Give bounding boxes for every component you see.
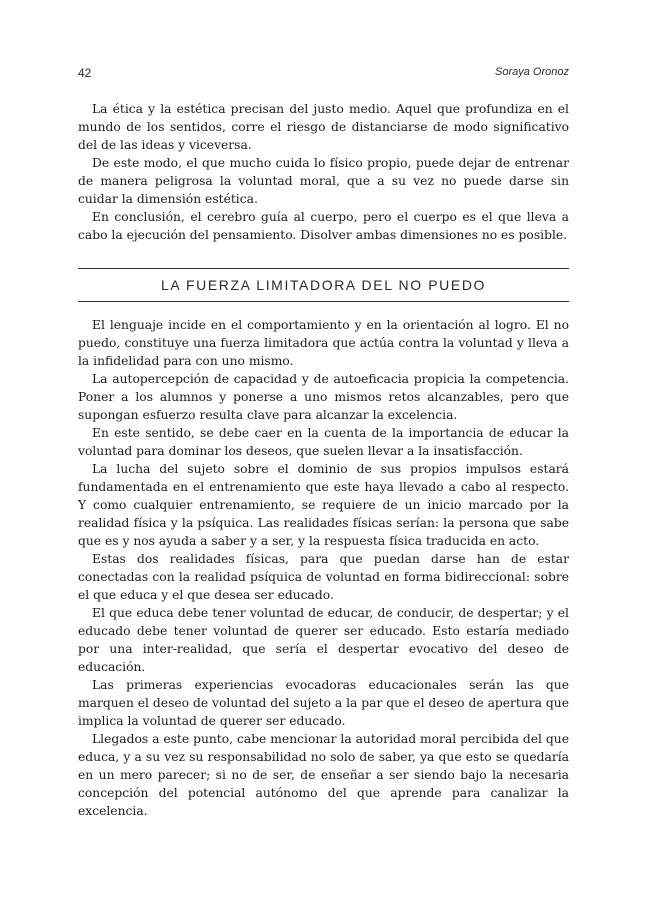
section-body (78, 316, 569, 820)
paragraph: De este modo, el que mucho cuida lo físico propio, puede dejar de entrenar de manera peligrosa la voluntad moral, que a su vez no puede darse sin cuidar la dimensión estética. (78, 156, 569, 206)
section-title: LA FUERZA LIMITADORA DEL NO PUEDO (160, 277, 487, 293)
page-number: 42 (78, 66, 92, 80)
running-header (78, 66, 569, 84)
section-heading-rule (78, 268, 569, 302)
intro-text (78, 100, 569, 244)
running-head-author: Soraya Oronoz (495, 66, 569, 78)
paragraph: En este sentido, se debe caer en la cuenta de la importancia de educar la voluntad para dominar los deseos, que suelen llevar a la insatisfacción. (78, 426, 569, 458)
paragraph: Llegados a este punto, cabe mencionar la autoridad moral percibida del que educa, y a su vez su responsabilidad no solo de saber, ya que esto se quedaría en un mero parecer; si no de ser, de enseñar a ser siendo bajo la necesaria concepción del potencial autónomo del que aprende para canalizar la excelencia. (78, 732, 569, 818)
paragraph: La lucha del sujeto sobre el dominio de sus propios impulsos estará fundamentada en el entrenamiento que este haya llevado a cabo al respecto. Y como cualquier entrenamiento, se requiere de un inicio marcado por la realidad física y la psíquica. Las realidades físicas serían: la persona que sabe que es y nos ayuda a saber y a ser, y la respuesta física traducida en acto. (78, 462, 569, 548)
paragraph: La autopercepción de capacidad y de autoeficacia propicia la competencia. Poner a los alumnos y ponerse a uno mismos retos alcanzables, pero que supongan esfuerzo resulta clave para alcanzar la excelencia. (78, 372, 569, 422)
paragraph: Las primeras experiencias evocadoras educacionales serán las que marquen el deseo de voluntad del sujeto a la par que el deseo de apertura que implica la voluntad de querer ser educado. (78, 678, 569, 728)
paragraph: La ética y la estética precisan del justo medio. Aquel que profundiza en el mundo de los sentidos, corre el riesgo de distanciarse de modo significativo del de las ideas y viceversa. (78, 102, 569, 152)
paragraph: En conclusión, el cerebro guía al cuerpo, pero el cuerpo es el que lleva a cabo la ejecución del pensamiento. Disolver ambas dimensiones no es posible. (78, 210, 569, 242)
paragraph: Estas dos realidades físicas, para que puedan darse han de estar conectadas con la realidad psíquica de voluntad en forma bidireccional: sobre el que educa y el que desea ser educado. (78, 552, 569, 602)
paragraph: El lenguaje incide en el comportamiento y en la orientación al logro. El no puedo, constituye una fuerza limitadora que actúa contra la voluntad y lleva a la infidelidad para con uno mismo. (78, 318, 569, 368)
paragraph: El que educa debe tener voluntad de educar, de conducir, de despertar; y el educado debe tener voluntad de querer ser educado. Esto estaría mediado por una inter-realidad, que sería el despertar evocativo del deseo de educación. (78, 606, 569, 674)
